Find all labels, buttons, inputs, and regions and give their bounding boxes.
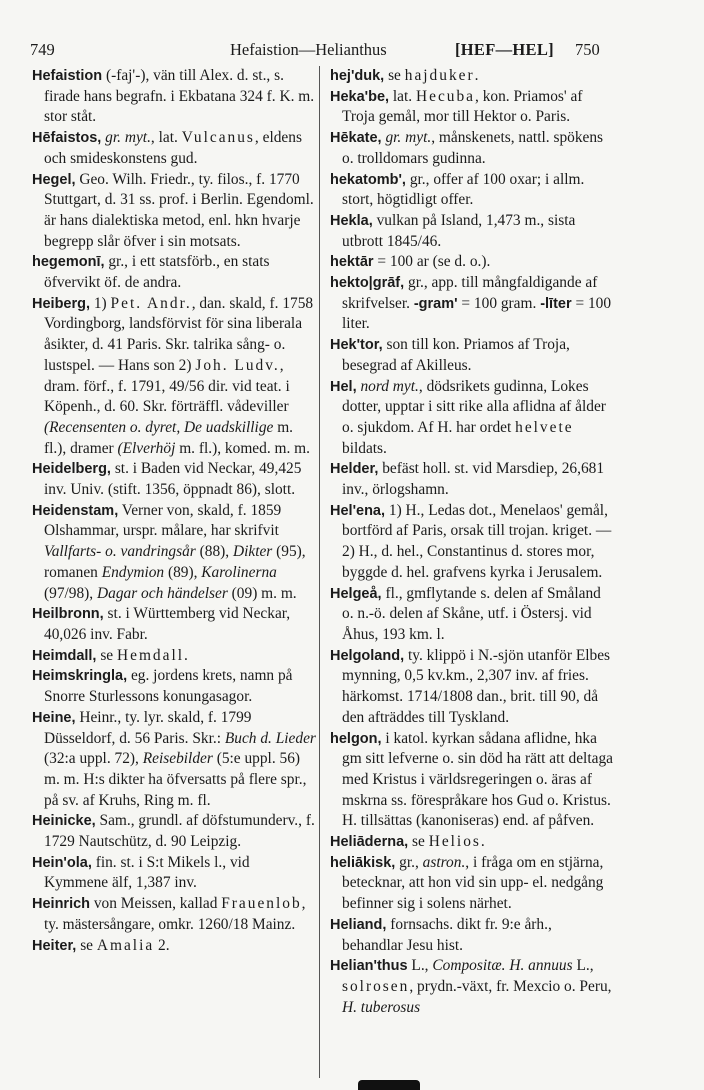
entry-headword: Hefaistion [32,68,103,84]
dictionary-entry [330,252,615,273]
dictionary-entry [32,170,317,253]
entry-text: = 100 ar (se d. o.). [373,253,491,271]
entry-text: m. fl.), komed. m. m. [175,439,310,457]
entry-text: st. i Baden vid Neckar, 49,425 inv. Univ. (stift. 1356, öppnadt 86), slott. [44,460,302,499]
entry-text: , i fråga om en stjärna, betecknar, att hon vid sin upp- el. nedgång befinner sig i solens närhet. [342,853,604,913]
entry-text: , prydn.-växt, fr. Mexcio o. Peru, [409,977,612,995]
entry-text: L., [572,957,594,975]
dictionary-entry [32,894,317,935]
entry-text: se [76,936,97,954]
entry-headword: Hēfaistos, [32,130,102,147]
entry-text: (95), romanen [44,543,306,581]
dictionary-entry [32,646,317,667]
entry-text: Amalia [96,936,155,954]
entry-text: nord myt. [360,377,419,395]
entry-text: . [474,67,479,84]
dictionary-entry [330,459,615,500]
dictionary-entry [32,666,317,707]
entry-headword: Heinrich [32,896,91,913]
entry-headword: hegemonī, [32,254,105,271]
entry-headword: Helian'thus [330,958,408,975]
entry-text: = 100 liter. [342,294,612,333]
entry-text: , eldens och smideskonstens gud. [44,129,302,167]
entry-text: gr. myt. [385,129,432,147]
entry-text: , dödsrikets gudinna, Lokes dotter, upptar i sitt rike alla aflidna af ålder o. sjukdom. Af H. har ordet [342,377,606,436]
entry-text: st. i Württemberg vid Neckar, 40,026 inv. Fabr. [44,605,291,643]
entry-text: 1) H., Ledas dot., Menelaos' gemål, bortförd af Paris, orsak till trojan. kriget. — 2) H., d. hel., Constantinus d. stores mor, byggde d. hel. grafvens kyrka i Jerusalem. [342,501,612,581]
entry-text: Dikter [232,543,273,561]
dictionary-entry [32,604,317,645]
entry-text: L., [407,957,433,975]
entry-text: , dan. skald, f. 1758 Vordingborg, landsförvist för sina liberala åsikter, d. 41 Paris. Skr. talrika sång- o. lustspel. — Hans son 2) [44,294,314,374]
scan-smudge [358,1080,420,1090]
entry-headword: Heliand, [330,916,387,933]
entry-text: von Meissen, kallad [90,895,222,913]
entry-text: , lat. [150,129,182,147]
entry-text: (97/98), [44,584,98,602]
entry-headword: Heidelberg, [32,461,111,478]
entry-text: gr., app. till mångfaldigande af skrifvelser. [342,274,598,312]
entry-headword: hekatomb', [330,171,406,188]
dictionary-entry [330,915,615,956]
dictionary-entry [330,211,615,252]
entry-headword: Hēkate, [330,130,382,147]
entry-text: astron. [422,853,466,871]
entry-text: son till kon. Priamos af Troja, besegrad af Akilleus. [342,336,570,374]
entry-headword: Helgoland, [330,647,405,664]
entry-text: Compositæ. H. annuus [432,957,573,975]
entry-headword: Heliāderna, [330,834,409,851]
entry-text: helvete [515,418,574,436]
dictionary-entry [32,936,317,957]
dictionary-entry [330,646,615,729]
entry-text: Endymion [101,563,165,581]
entry-headword: heliākisk, [330,854,396,871]
entry-text: Buch d. Lieder [224,729,316,747]
dictionary-entry [330,66,615,87]
entry-text: hajduker [404,67,475,84]
entry-headword: Heimskringla, [32,668,128,685]
entry-text: Verner von, skald, f. 1859 Olshammar, urspr. målare, har skrifvit [44,501,282,540]
dictionary-entry [32,853,317,894]
dictionary-entry [32,708,317,812]
entry-text: gr., i ett statsförb., en stats öfvervikt öf. de andra. [44,253,270,292]
dictionary-entry [330,853,615,915]
running-title: Hefaistion—Helianthus [230,40,387,59]
entry-text: eg. jordens krets, namn på Snorre Sturlessons konungasagor. [44,667,293,706]
entry-headword: hekto|grāf, [330,275,405,292]
entry-text: Karolinerna [201,563,277,581]
dictionary-entry [330,584,615,646]
entry-text: -līter [540,295,572,312]
dictionary-entry [330,87,615,128]
entry-text: (89), [164,563,202,581]
dictionary-entry [32,66,317,128]
entry-headword: Helder, [330,461,379,478]
entry-text: (09) m. m. [227,584,297,602]
entry-text: m. fl.), dramer [44,418,294,457]
dictionary-entry [32,501,317,605]
entry-text: Pet. Andr. [110,294,192,312]
entry-text: , kon. Priamos' af Troja gemål, mor till Hektor o. Paris. [342,87,583,126]
entry-text: gr., [395,853,423,871]
entry-text: Vallfarts- o. vandringsår [44,543,196,561]
entry-headword: Heka'be, [330,88,390,105]
entry-text: Sam., grundl. af döfstumunderv., f. 1729 Nautschütz, d. 90 Leipzig. [44,812,315,851]
entry-headword: Heine, [32,709,76,726]
entry-text: Joh. Ludv. [195,356,280,374]
entry-text: . [480,833,485,851]
entry-headword: Helgeå, [330,585,382,602]
entry-headword: hektār [330,254,374,271]
entry-text: fl., gmflytande s. delen af Småland o. n.-ö. delen af Skåne, utf. i Östersj. vid Åhus, 193 km. l. [342,584,601,643]
entry-headword: Heinicke, [32,813,96,830]
dictionary-entry [32,252,317,293]
page-number-left: 749 [30,40,55,59]
entry-text: Reisebilder [142,750,213,768]
entry-text: , månskenets, nattl. spökens o. trolldomars gudinna. [342,129,604,167]
entry-headword: Hel, [330,378,357,395]
dictionary-entry [330,832,615,853]
entry-text: (5:e uppl. 56) m. m. H:s dikter ha öfversatts på flere spr., på sv. af Kruhs, Ring m. fl. [44,750,307,809]
entry-headword: Hegel, [32,171,76,188]
entry-text: se [408,833,429,851]
entry-headword: helgon, [330,730,382,747]
entry-text: befäst holl. st. vid Marsdiep, 26,681 inv., örlogshamn. [342,460,605,499]
entry-headword: Heilbronn, [32,606,104,623]
dictionary-entry [330,335,615,376]
column-divider [319,66,320,1078]
dictionary-entry [330,956,615,1018]
entry-text: Dagar och händelser [97,584,228,602]
dictionary-entry [330,128,615,169]
entry-text: , dram. förf., f. 1791, 49/56 dir. vid teat. i Köpenh., d. 60. Skr. förträffl. vådeviller [44,356,290,416]
entry-text: gr. myt. [105,129,151,147]
dictionary-entry [330,170,615,211]
entry-text: Heinr., ty. lyr. skald, f. 1799 Düsseldorf, d. 56 Paris. Skr.: [44,708,252,747]
entry-headword: hej'duk, [330,68,385,84]
entry-text: -gram' [413,295,458,312]
entry-text: . [184,646,188,664]
dictionary-entry [330,501,615,584]
entry-text: H. tuberosus [342,998,421,1016]
entry-headword: Hel'ena, [330,502,386,519]
entry-text: bildats. [342,439,387,457]
entry-text: solrosen [342,977,410,995]
dictionary-entry [32,128,317,169]
entry-text: Hemdall [117,646,184,664]
dictionary-entry [32,811,317,852]
entry-headword: Heiter, [32,937,77,954]
entry-text: se [384,67,405,84]
entry-text: vulkan på Island, 1,473 m., sista utbrott 1845/46. [342,211,576,250]
entry-text: Vulcanus [181,129,255,147]
dictionary-entry [330,729,615,833]
entry-text: , ty. mästersångare, omkr. 1260/18 Mainz. [44,895,306,933]
dictionary-entry [32,294,317,460]
entry-text: (88), [195,543,233,561]
entry-headword: Heimdall, [32,647,97,664]
entry-text: se [96,646,117,664]
page-number-right: 750 [575,40,600,59]
entry-headword: Heidenstam, [32,502,119,519]
entry-text: Hecuba [416,87,475,105]
dictionary-entry [32,459,317,500]
entry-text: (Elverhöj [117,439,176,457]
entry-headword: Heiberg, [32,295,91,312]
entry-text: 2. [154,936,170,954]
alphabet-range: [HEF—HEL] [455,40,554,59]
entry-text: (-faj'-), vän till Alex. d. st., s. firade hans begrafn. i Ekbatana 324 f. K. m. stor ståt. [44,67,315,126]
dictionary-entry [330,377,615,460]
entry-text: gr., offer af 100 oxar; i allm. stort, högtidligt offer. [342,170,585,209]
right-column [330,66,615,1018]
page-header [30,40,612,64]
entry-text: ty. klippö i N.-sjön utanför Elbes mynning, 0,5 kv.km., 2,307 inv. af fries. härkomst. 1714/1808 dan., brit. till 90, då den afträddes till Tyskland. [342,646,611,726]
entry-text: i katol. kyrkan sådana aflidne, hka gm sitt lefverne o. sin död ha rätt att deltaga med Kristus i världsregeringen o. äras af mskrna ss. förespråkare hos Gud o. Kristus. H. tillsättas (kanoniseras) end. af påfven. [342,729,613,830]
entry-headword: Hekla, [330,212,373,229]
entry-text: Helios [428,833,481,851]
dictionary-entry [330,273,615,335]
entry-headword: Hek'tor, [330,337,383,354]
entry-text: = 100 gram. [457,294,541,312]
left-column [32,66,317,956]
entry-headword: Hein'ola, [32,854,92,871]
entry-text: (32:a uppl. 72), [44,750,143,768]
entry-text: Geo. Wilh. Friedr., ty. filos., f. 1770 Stuttgart, d. 31 ss. prof. i Berlin. Egendoml. är hans dialektiska metod, enl. hkn hvarje begrepp slår öfver i sin motsats. [44,170,314,250]
entry-text: 1) [90,294,111,312]
entry-text: Frauenlob [221,895,302,913]
entry-text: fin. st. i S:t Mikels l., vid Kymmene älf, 1,387 inv. [44,853,250,892]
entry-text: fornsachs. dikt fr. 9:e årh., behandlar Jesu hist. [342,915,552,954]
entry-text: lat. [389,87,416,105]
entry-text: (Recensenten o. dyret, De uadskillige [44,418,274,436]
